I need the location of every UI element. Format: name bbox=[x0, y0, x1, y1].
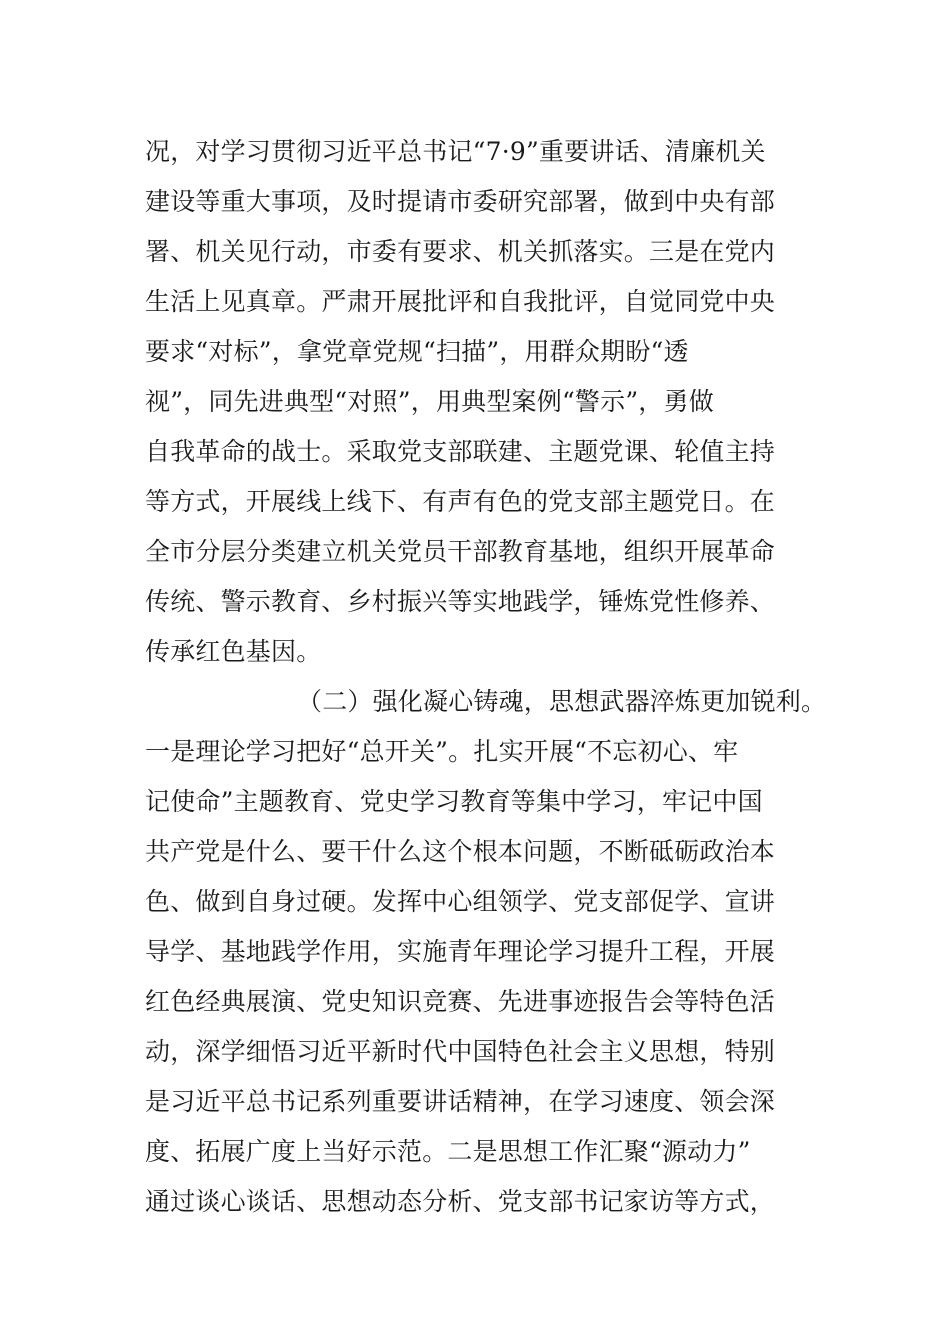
text-line: 况，对学习贯彻习近平总书记“7·9”重要讲话、清廉机关 bbox=[145, 137, 766, 166]
text-line: 全市分层分类建立机关党员干部教育基地，组织开展革命 bbox=[145, 537, 776, 566]
text-line: 共产党是什么、要干什么这个根本问题，不断砥砺政治本 bbox=[145, 837, 776, 866]
text-line: 传承红色基因。 bbox=[145, 637, 322, 666]
text-line: 生活上见真章。严肃开展批评和自我批评，自觉同党中央 bbox=[145, 287, 776, 316]
text-line: 要求“对标”，拿党章党规“扫描”，用群众期盼“透 bbox=[145, 337, 689, 366]
text-line: 动，深学细悟习近平新时代中国特色社会主义思想，特别 bbox=[145, 1037, 776, 1066]
text-line: 署、机关见行动，市委有要求、机关抓落实。三是在党内 bbox=[145, 237, 776, 266]
section-heading: （二）强化凝心铸魂，思想武器淬炼更加锐利。 bbox=[297, 687, 827, 716]
text-line: 导学、基地践学作用，实施青年理论学习提升工程，开展 bbox=[145, 937, 776, 966]
text-line: 等方式，开展线上线下、有声有色的党支部主题党日。在 bbox=[145, 487, 776, 516]
text-line: 一是理论学习把好“总开关”。扎实开展“不忘初心、牢 bbox=[145, 737, 739, 766]
text-line: 建设等重大事项，及时提请市委研究部署，做到中央有部 bbox=[145, 187, 776, 216]
text-line: 自我革命的战士。采取党支部联建、主题党课、轮值主持 bbox=[145, 437, 776, 466]
text-line: 度、拓展广度上当好示范。二是思想工作汇聚“源动力” bbox=[145, 1137, 751, 1166]
text-line: 是习近平总书记系列重要讲话精神，在学习速度、领会深 bbox=[145, 1087, 776, 1116]
text-line: 传统、警示教育、乡村振兴等实地践学，锤炼党性修养、 bbox=[145, 587, 776, 616]
text-line: 红色经典展演、党史知识竞赛、先进事迹报告会等特色活 bbox=[145, 987, 776, 1016]
text-line: 通过谈心谈话、思想动态分析、党支部书记家访等方式， bbox=[145, 1187, 776, 1216]
text-line: 记使命”主题教育、党史学习教育等集中学习，牢记中国 bbox=[145, 787, 763, 816]
text-line: 视”，同先进典型“对照”，用典型案例“警示”，勇做 bbox=[145, 387, 714, 416]
text-line: 色、做到自身过硬。发挥中心组领学、党支部促学、宣讲 bbox=[145, 887, 776, 916]
